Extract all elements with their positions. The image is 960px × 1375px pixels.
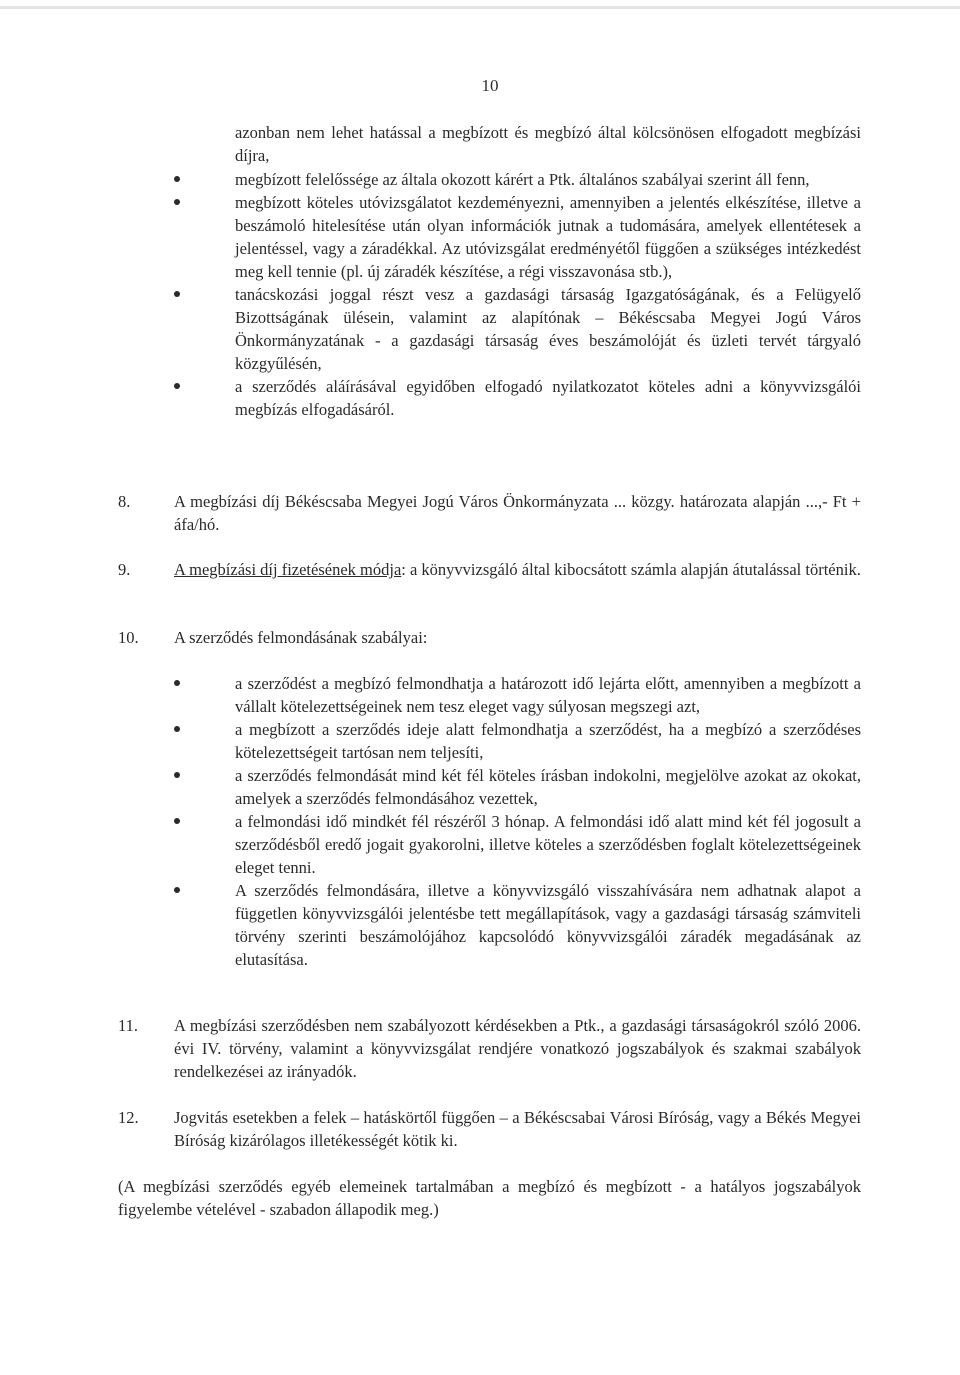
section-number: 9. <box>118 560 131 579</box>
bullet-text: a szerződés felmondását mind két fél köteles írásban indokolni, megjelölve azokat az okokat, amelyek a szerződés felmondásához vezettek, <box>235 766 861 808</box>
bullet-item <box>235 672 861 718</box>
bullet-item <box>235 283 861 375</box>
section-number: 10. <box>118 628 139 647</box>
section-text: A megbízási szerződésben nem szabályozott kérdésekben a Ptk., a gazdasági társaságokról szóló 2006. évi IV. törvény, valamint a könyvvizsgálat rendjére vonatkozó jogszabályok és szakmai szabályok rendelkezései az irányadók. <box>174 1016 861 1081</box>
scan-edge-line <box>0 6 960 9</box>
bullet-text: tanácskozási joggal részt vesz a gazdasági társaság Igazgatóságának, és a Felügyelő Bizottságának ülésein, valamint az alapítónak – Békéscsaba Megyei Jogú Város Önkormányzatának - a gazdasági társaság éves beszámolóját és üzleti tervét tárgyaló közgyűlésén, <box>235 285 861 373</box>
section-number: 8. <box>118 492 131 511</box>
bullet-icon <box>174 726 180 732</box>
bullet-list-obligations <box>235 168 861 421</box>
bullet-icon <box>174 383 180 389</box>
bullet-icon <box>174 772 180 778</box>
page-number: 10 <box>481 76 499 95</box>
closing-paragraph: (A megbízási szerződés egyéb elemeinek tartalmában a megbízó és megbízott - a hatályos jogszabályok figyelembe vételével - szabadon állapodik meg.) <box>118 1177 861 1219</box>
section-11 <box>118 1014 861 1083</box>
bullet-icon <box>174 818 180 824</box>
bullet-item <box>235 168 861 191</box>
section-number: 11. <box>118 1016 139 1035</box>
bullet-item <box>235 764 861 810</box>
bullet-text: a megbízott a szerződés ideje alatt felmondhatja a szerződést, ha a megbízó a szerződéses kötelezettségeit tartósan nem teljesíti, <box>235 720 861 762</box>
section-body: : a könyvvizsgáló által kibocsátott számla alapján átutalással történik. <box>401 560 861 579</box>
section-heading-underlined: A megbízási díj fizetésének módja <box>174 560 402 579</box>
bullet-text: megbízott köteles utóvizsgálatot kezdeményezni, amennyiben a jelentés elkészítése, illetve a beszámoló hitelesítése után olyan információk jutnak a tudomására, amelyek ellentétesek a jelentéssel, vagy a záradékkal. Az utóvizsgálat eredményétől függően a szükséges intézkedést meg kell tennie (pl. új záradék készítése, a régi visszavonása stb.), <box>235 193 861 281</box>
bullet-text: a felmondási idő mindkét fél részéről 3 hónap. A felmondási idő alatt mind két fél jogosult a szerződésből eredő jogait gyakorolni, illetve köteles a szerződésben foglalt kötelezettségeinek eleget tenni. <box>235 812 861 877</box>
bullet-item <box>235 375 861 421</box>
bullet-icon <box>174 680 180 686</box>
bullet-text: a szerződés aláírásával egyidőben elfogadó nyilatkozatot köteles adni a könyvvizsgálói megbízás elfogadásáról. <box>235 377 861 419</box>
continuation-paragraph: azonban nem lehet hatással a megbízott és megbízó által kölcsönösen elfogadott megbízási díjra, <box>235 123 861 165</box>
section-text: A megbízási díj Békéscsaba Megyei Jogú Város Önkormányzata ... közgy. határozata alapján ...,- Ft + áfa/hó. <box>174 492 861 534</box>
section-text: A szerződés felmondásának szabályai: <box>174 628 428 647</box>
bullet-text: megbízott felelőssége az általa okozott kárért a Ptk. általános szabályai szerint áll fenn, <box>235 170 810 189</box>
bullet-icon <box>174 887 180 893</box>
section-12 <box>118 1106 861 1152</box>
section-10 <box>118 626 861 649</box>
bullet-item <box>235 810 861 879</box>
bullet-text: A szerződés felmondására, illetve a könyvvizsgáló visszahívására nem adhatnak alapot a független könyvvizsgálói jelentésbe tett megállapítások, vagy a gazdasági társaság számviteli törvény szerinti beszámolójához kapcsolódó könyvvizsgálói záradék megadásának az elutasítása. <box>235 881 861 969</box>
bullet-item <box>235 191 861 283</box>
bullet-icon <box>174 176 180 182</box>
section-text: Jogvitás esetekben a felek – hatáskörtől függően – a Békéscsabai Városi Bíróság, vagy a Békés Megyei Bíróság kizárólagos illetékességét kötik ki. <box>174 1108 861 1150</box>
bullet-text: a szerződést a megbízó felmondhatja a határozott idő lejárta előtt, amennyiben a megbízott a vállalt kötelezettségeinek nem tesz eleget vagy súlyosan megszegi azt, <box>235 674 861 716</box>
section-number: 12. <box>118 1108 139 1127</box>
section-9 <box>118 558 861 581</box>
section-text <box>174 558 861 581</box>
bullet-icon <box>174 291 180 297</box>
bullet-icon <box>174 199 180 205</box>
section-8 <box>118 490 861 536</box>
bullet-item <box>235 718 861 764</box>
bullet-item <box>235 879 861 971</box>
bullet-list-termination <box>235 672 861 971</box>
